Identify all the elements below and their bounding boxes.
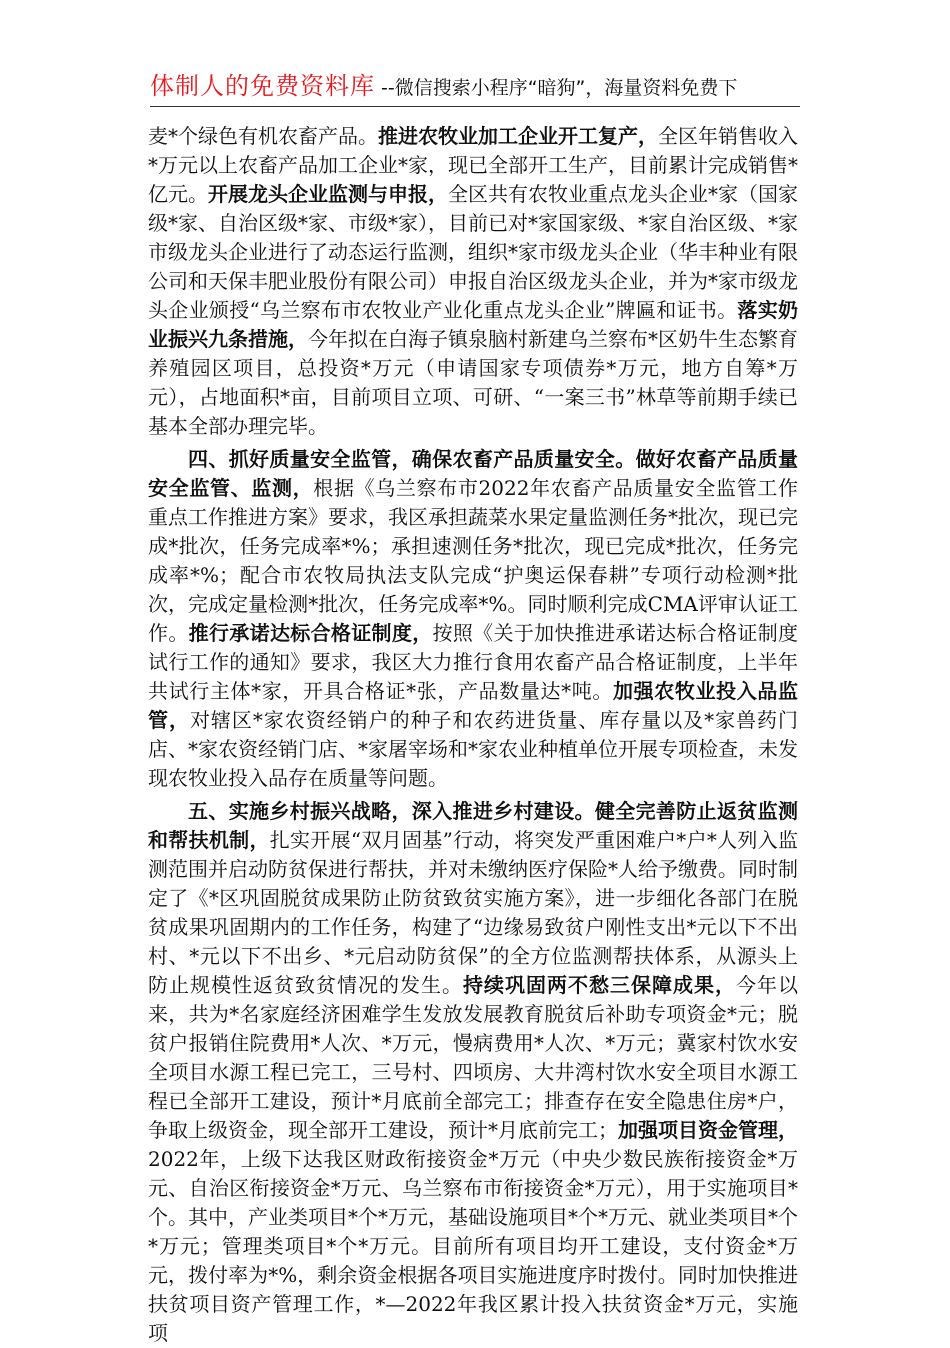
text-segment: 今年以来，共为*名家庭经济困难学生发放发展教育脱贫后补助专项资金*元；脱贫户报销住院费用*人次、*万元，慢病费用*人次、*万元；冀家村饮水安全项目水源工程已完工，三号村、四顷房、大井湾村饮水安全项目水源工程已全部开工建设，预计*月底前全部完工；排查存在安全隐患住房*户，争取上级资金，现全部开工建设，预计*月底前完工； [148, 973, 798, 1142]
section-heading: 五、实施乡村振兴战略，深入推进乡村建设。健全完善防止返贫监测和帮扶机制， [148, 799, 798, 852]
text-segment: 按照《关于加快推进承诺达标合格证制度试行工作的通知》要求，我区大力推行食用农畜产品合格证制度，上半年共试行主体*家，开具合格证*张，产品数量达*吨。 [148, 621, 799, 703]
text-segment: 麦*个绿色有机农畜产品。 [148, 124, 378, 148]
bold-heading: 推进农牧业加工企业开工复产， [378, 124, 658, 148]
bold-heading: 加强农牧业投入品监管， [148, 679, 798, 732]
document-body [148, 122, 798, 1348]
text-segment: 根据《乌兰察布市2022年农畜产品质量安全监管工作重点工作推进方案》要求，我区承担蔬菜水果定量监测任务*批次，现已完成*批次，任务完成率*%；承担速测任务*批次，现已完成*批次，任务完成率*%；配合市农牧局执法支队完成“护奥运保春耕”专项行动检测*批次，完成定量检测*批次，任务完成率*%。同时顺利完成CMA评审认证工作。 [148, 476, 799, 645]
bold-heading: 开展龙头企业监测与申报， [208, 182, 448, 206]
bold-heading: 落实奶业振兴九条措施， [148, 298, 799, 351]
bold-heading: 持续巩固两不愁三保障成果， [463, 973, 736, 997]
text-segment: 全区共有农牧业重点龙头企业*家（国家级*家、自治区级*家、市级*家），目前已对*家国家级、*家自治区级、*家市级龙头企业进行了动态运行监测，组织*家市级龙头企业（华丰种业有限公司和天保丰肥业股份有限公司）申报自治区级龙头企业，并为*家市级龙头企业颁授“乌兰察布市农牧业产业化重点龙头企业”牌匾和证书。 [148, 182, 798, 322]
text-segment: 2022年，上级下达我区财政衔接资金*万元（中央少数民族衔接资金*万元、自治区衔接资金*万元、乌兰察布市衔接资金*万元），用于实施项目*个。其中，产业类项目*个*万元，基础设施项目*个*万元、就业类项目*个*万元；管理类项目*个*万元。目前所有项目均开工建设，支付资金*万元，拨付率为*%，剩余资金根据各项目实施进度序时拨付。同时加快推进扶贫项目资产管理工作，*—2022年我区累计投入扶贫资金*万元，实施项 [148, 1147, 798, 1345]
bold-heading: 推行承诺达标合格证制度， [188, 621, 433, 645]
text-segment: 今年拟在白海子镇泉脑村新建乌兰察布*区奶牛生态繁育养殖园区项目，总投资*万元（申请国家专项债券*万元，地方自筹*万元），占地面积*亩，目前项目立项、可研、“一案三书”林草等前期手续已基本全部办理完毕。 [148, 327, 798, 438]
bold-heading: 加强项目资金管理， [618, 1118, 798, 1142]
text-segment: 全区年销售收入*万元以上农畜产品加工企业*家，现已全部开工生产，目前累计完成销售*亿元。 [148, 124, 798, 206]
paragraph-2 [148, 445, 798, 793]
text-segment: 对辖区*家农资经销户的种子和农药进货量、库存量以及*家兽药门店、*家农资经销门店、*家屠宰场和*家农业种植单位开展专项检查，未发现农牧业投入品存在质量等问题。 [148, 708, 799, 790]
paragraph-3 [148, 797, 798, 1348]
text-segment: 扎实开展“双月固基”行动，将突发严重困难户*户*人列入监测范围并启动防贫保进行帮扶，并对未缴纳医疗保险*人给予缴费。同时制定了《*区巩固脱贫成果防止防贫致贫实施方案》，进一步细化各部门在脱贫成果巩固期内的工作任务，构建了“边缘易致贫户刚性支出*元以下不出村、*元以下不出乡、*元启动防贫保”的全方位监测帮扶体系，从源头上防止规模性返贫致贫情况的发生。 [148, 828, 799, 997]
header-tagline: --微信搜索小程序“暗狗”，海量资料免费下 [381, 77, 738, 99]
paragraph-1 [148, 122, 798, 441]
header-brand: 体制人的免费资料库 [150, 72, 375, 100]
page-header [150, 66, 800, 107]
section-heading: 四、抓好质量安全监管，确保农畜产品质量安全。做好农畜产品质量安全监管、监测， [148, 447, 798, 500]
